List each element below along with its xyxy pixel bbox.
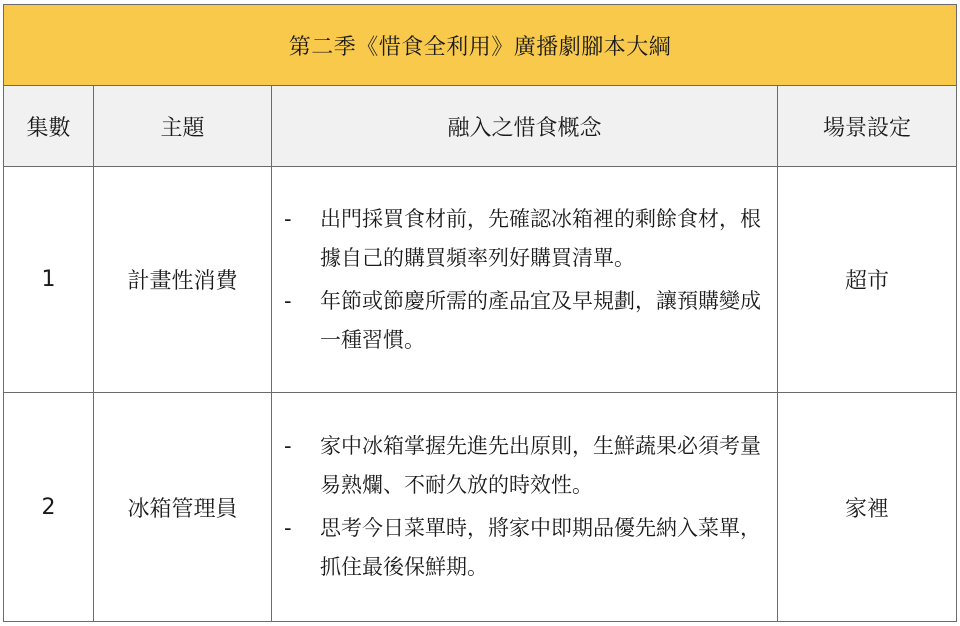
concept-cell	[272, 167, 778, 393]
title-row	[4, 5, 957, 86]
concept-item	[284, 509, 767, 587]
concept-cell	[272, 393, 778, 622]
header-scene: 場景設定	[778, 86, 957, 167]
concept-item	[284, 200, 767, 278]
concept-text: 出門採買食材前，先確認冰箱裡的剩餘食材，根據自己的購買頻率列好購買清單。	[320, 206, 761, 270]
concept-item	[284, 427, 767, 505]
table-row	[4, 393, 957, 622]
concept-list	[284, 200, 767, 360]
bullet-dash: -	[284, 516, 292, 540]
episode-topic: 計畫性消費	[94, 167, 272, 393]
header-topic: 主題	[94, 86, 272, 167]
episode-number: 2	[4, 393, 94, 622]
header-concept: 融入之惜食概念	[272, 86, 778, 167]
concept-list	[284, 427, 767, 587]
table-row	[4, 167, 957, 393]
bullet-dash: -	[284, 206, 292, 231]
scene-setting: 超市	[778, 167, 957, 393]
episode-topic: 冰箱管理員	[94, 393, 272, 622]
script-outline-table	[3, 4, 957, 622]
header-row	[4, 86, 957, 167]
header-episode: 集數	[4, 86, 94, 167]
concept-text: 年節或節慶所需的產品宜及早規劃，讓預購變成一種習慣。	[320, 288, 761, 352]
scene-setting: 家裡	[778, 393, 957, 622]
concept-text: 家中冰箱掌握先進先出原則，生鮮蔬果必須考量易熟爛、不耐久放的時效性。	[320, 434, 761, 497]
concept-item	[284, 282, 767, 360]
table-title: 第二季《惜食全利用》廣播劇腳本大綱	[4, 5, 957, 86]
bullet-dash: -	[284, 434, 292, 458]
bullet-dash: -	[284, 288, 292, 313]
concept-text: 思考今日菜單時，將家中即期品優先納入菜單，抓住最後保鮮期。	[320, 516, 761, 579]
episode-number: 1	[4, 167, 94, 393]
